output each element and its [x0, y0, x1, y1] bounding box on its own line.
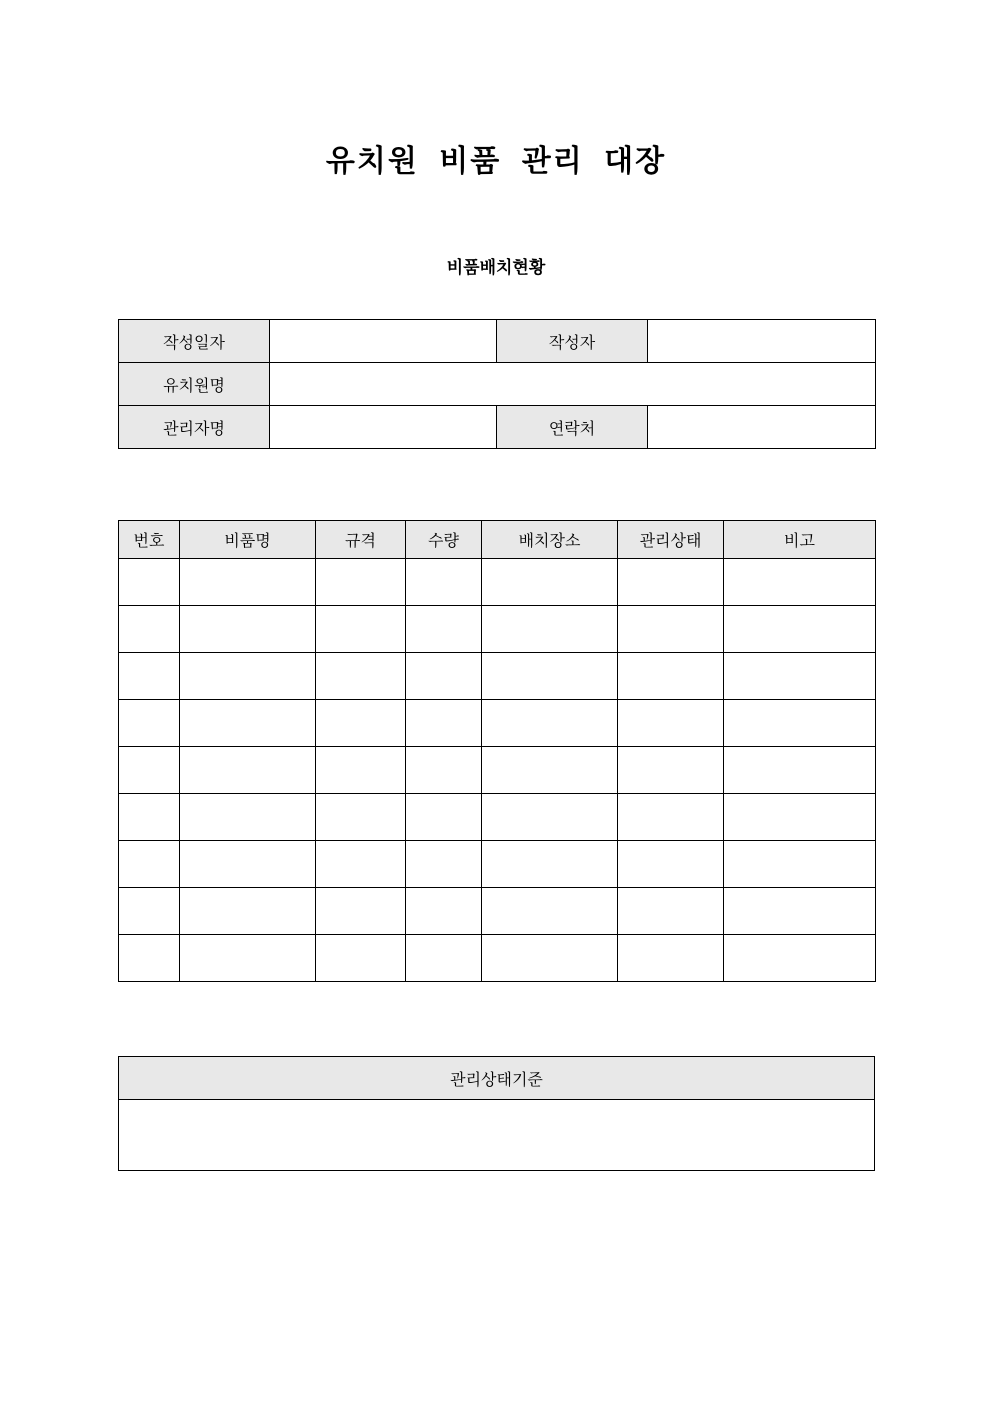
table-cell[interactable] [406, 653, 482, 700]
table-row [119, 606, 876, 653]
contact-label: 연락처 [497, 406, 648, 449]
items-header-row [119, 521, 876, 559]
table-cell[interactable] [316, 841, 406, 888]
table-cell[interactable] [180, 888, 316, 935]
table-cell[interactable] [180, 747, 316, 794]
info-row-manager [119, 406, 876, 449]
criteria-content-field[interactable] [119, 1100, 875, 1171]
manager-label: 관리자명 [119, 406, 270, 449]
header-spec: 규격 [316, 521, 406, 559]
table-cell[interactable] [316, 606, 406, 653]
table-row [119, 747, 876, 794]
table-cell[interactable] [119, 700, 180, 747]
table-cell[interactable] [180, 841, 316, 888]
info-row-date [119, 320, 876, 363]
header-status: 관리상태 [618, 521, 724, 559]
table-cell[interactable] [406, 559, 482, 606]
info-table [118, 319, 876, 449]
table-cell[interactable] [482, 935, 618, 982]
table-cell[interactable] [482, 841, 618, 888]
table-cell[interactable] [618, 747, 724, 794]
criteria-header: 관리상태기준 [119, 1057, 875, 1100]
table-cell[interactable] [119, 606, 180, 653]
document-title: 유치원 비품 관리 대장 [325, 144, 667, 179]
table-cell[interactable] [724, 888, 876, 935]
table-cell[interactable] [406, 606, 482, 653]
written-date-field[interactable] [270, 320, 497, 363]
table-cell[interactable] [618, 606, 724, 653]
table-cell[interactable] [482, 747, 618, 794]
contact-field[interactable] [648, 406, 876, 449]
items-table [118, 520, 876, 982]
kindergarten-field[interactable] [270, 363, 876, 406]
table-cell[interactable] [119, 747, 180, 794]
table-cell[interactable] [316, 747, 406, 794]
table-cell[interactable] [180, 606, 316, 653]
table-cell[interactable] [482, 559, 618, 606]
kindergarten-label: 유치원명 [119, 363, 270, 406]
table-cell[interactable] [316, 700, 406, 747]
table-row [119, 841, 876, 888]
table-cell[interactable] [724, 935, 876, 982]
header-remarks: 비고 [724, 521, 876, 559]
header-location: 배치장소 [482, 521, 618, 559]
table-cell[interactable] [119, 841, 180, 888]
table-cell[interactable] [406, 888, 482, 935]
table-row [119, 653, 876, 700]
table-cell[interactable] [406, 841, 482, 888]
author-label: 작성자 [497, 320, 648, 363]
table-cell[interactable] [618, 888, 724, 935]
table-cell[interactable] [482, 794, 618, 841]
table-cell[interactable] [119, 888, 180, 935]
manager-field[interactable] [270, 406, 497, 449]
table-cell[interactable] [618, 935, 724, 982]
table-cell[interactable] [119, 935, 180, 982]
table-cell[interactable] [180, 559, 316, 606]
table-cell[interactable] [119, 653, 180, 700]
table-cell[interactable] [724, 700, 876, 747]
table-cell[interactable] [406, 700, 482, 747]
table-cell[interactable] [316, 935, 406, 982]
table-cell[interactable] [316, 653, 406, 700]
table-cell[interactable] [406, 935, 482, 982]
written-date-label: 작성일자 [119, 320, 270, 363]
table-row [119, 700, 876, 747]
table-row [119, 888, 876, 935]
table-cell[interactable] [406, 747, 482, 794]
table-row [119, 935, 876, 982]
table-cell[interactable] [482, 653, 618, 700]
author-field[interactable] [648, 320, 876, 363]
table-cell[interactable] [316, 559, 406, 606]
table-cell[interactable] [482, 700, 618, 747]
table-cell[interactable] [482, 888, 618, 935]
info-row-kindergarten [119, 363, 876, 406]
table-cell[interactable] [724, 747, 876, 794]
table-row [119, 559, 876, 606]
table-cell[interactable] [180, 794, 316, 841]
table-cell[interactable] [119, 794, 180, 841]
table-cell[interactable] [618, 653, 724, 700]
criteria-header-row [119, 1057, 875, 1100]
header-number: 번호 [119, 521, 180, 559]
table-cell[interactable] [724, 559, 876, 606]
table-cell[interactable] [724, 606, 876, 653]
table-cell[interactable] [618, 700, 724, 747]
criteria-content-row [119, 1100, 875, 1171]
table-cell[interactable] [316, 794, 406, 841]
header-item-name: 비품명 [180, 521, 316, 559]
table-cell[interactable] [724, 653, 876, 700]
table-cell[interactable] [618, 841, 724, 888]
table-cell[interactable] [482, 606, 618, 653]
table-cell[interactable] [406, 794, 482, 841]
table-cell[interactable] [724, 794, 876, 841]
table-cell[interactable] [316, 888, 406, 935]
table-row [119, 794, 876, 841]
header-quantity: 수량 [406, 521, 482, 559]
table-cell[interactable] [119, 559, 180, 606]
section-subtitle: 비품배치현황 [446, 258, 546, 278]
table-cell[interactable] [724, 841, 876, 888]
table-cell[interactable] [618, 794, 724, 841]
table-cell[interactable] [180, 700, 316, 747]
table-cell[interactable] [180, 935, 316, 982]
criteria-table [118, 1056, 875, 1171]
table-cell[interactable] [180, 653, 316, 700]
table-cell[interactable] [618, 559, 724, 606]
